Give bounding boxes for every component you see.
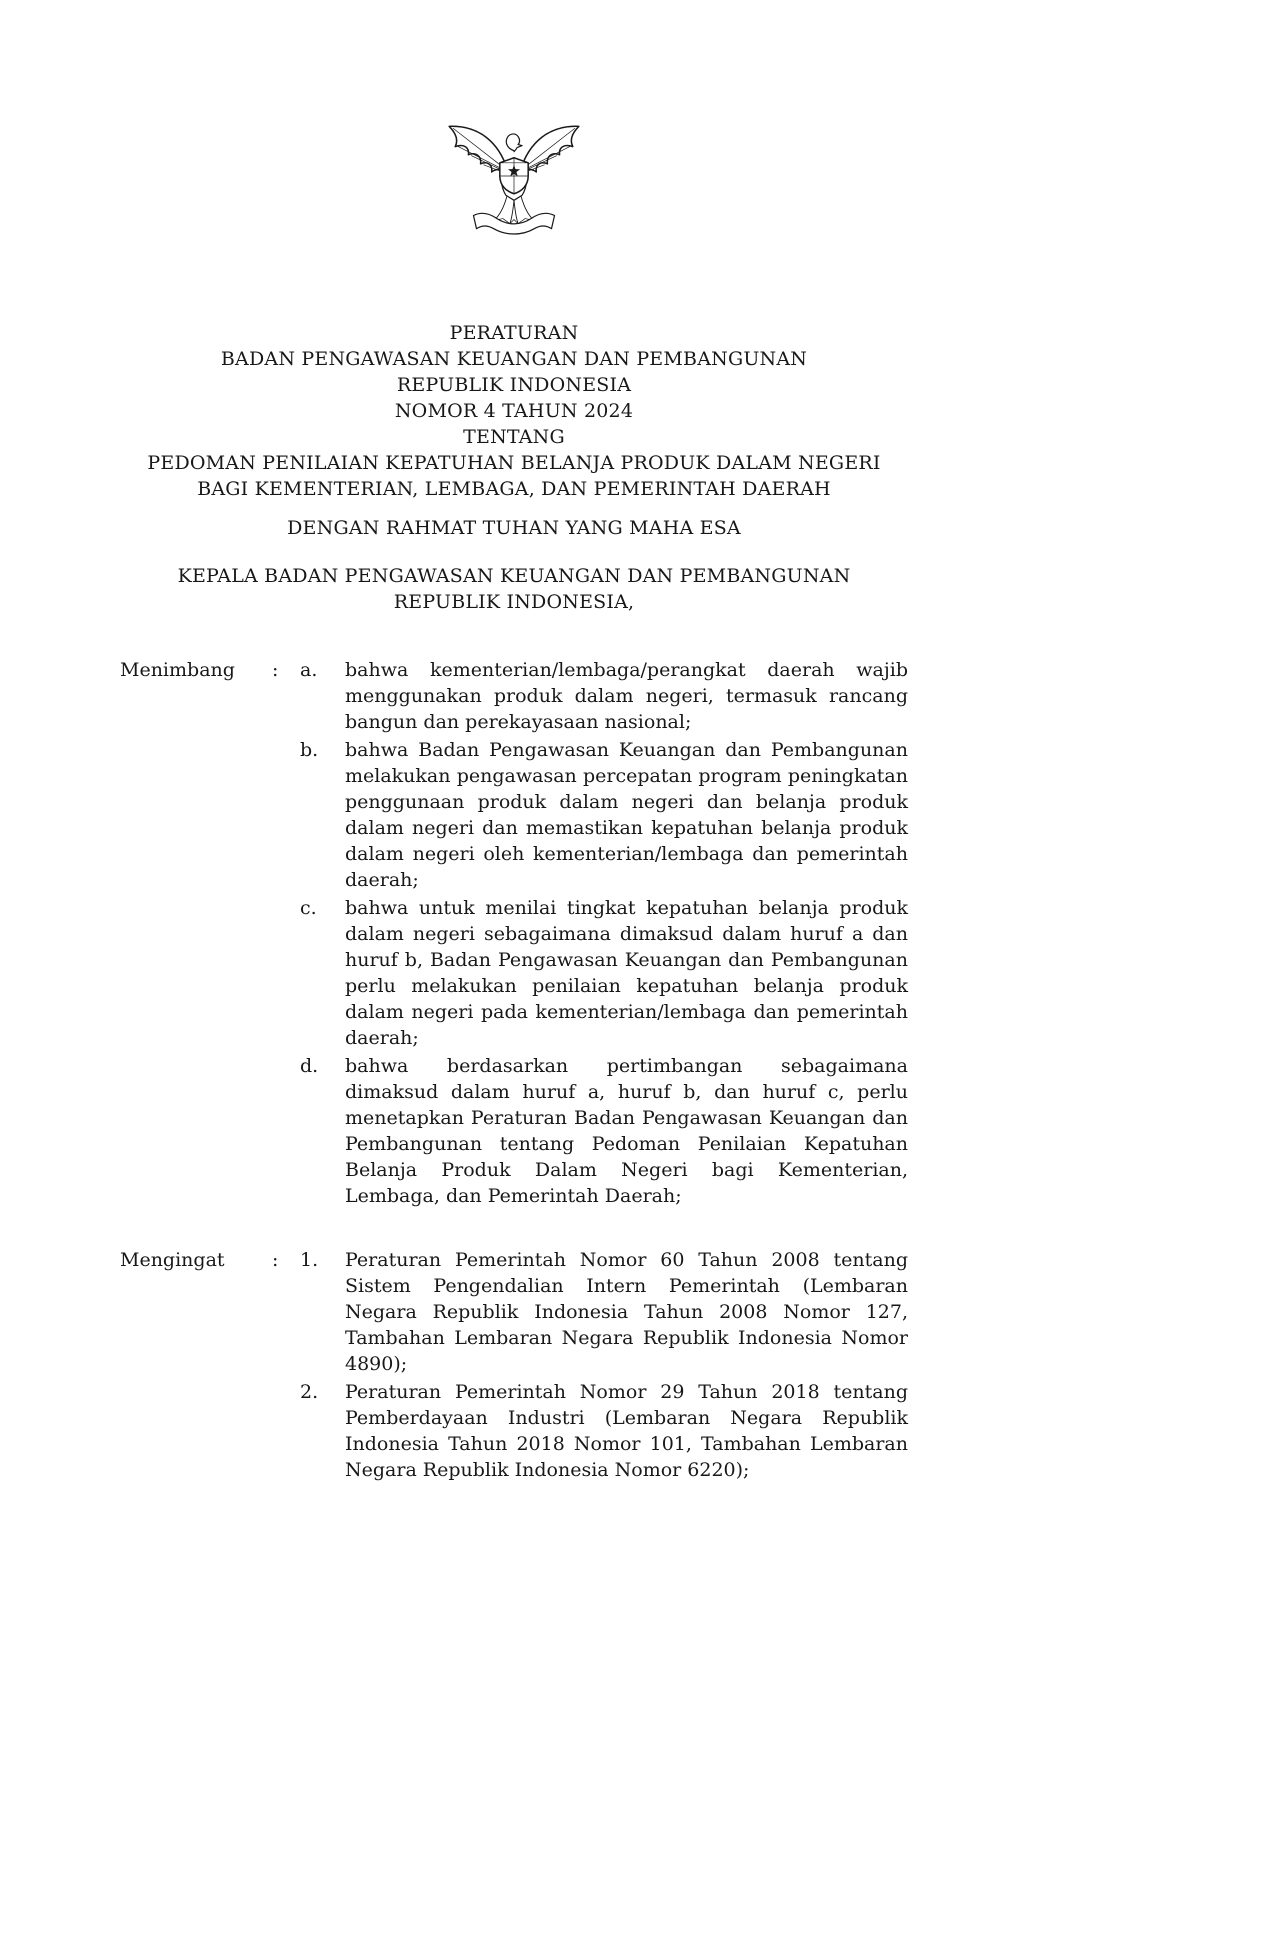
menimbang-items: [300, 657, 908, 1211]
clause-colon: :: [272, 1249, 279, 1271]
issuer-line-2: REPUBLIK INDONESIA,: [393, 591, 635, 613]
item-text: bahwa berdasarkan pertimbangan sebagaimana dimaksud dalam huruf a, huruf b, dan huruf c, perlu menetapkan Peraturan Badan Pengawasan Keuangan dan Pembangunan tentang Pedoman Penilaian Kepatuhan Belanja Produk Dalam Negeri bagi Kementerian, Lembaga, dan Pemerintah Daerah;: [345, 1055, 908, 1207]
title-line-number: NOMOR 4 TAHUN 2024: [394, 400, 634, 422]
menimbang-item-d: [300, 1053, 908, 1209]
item-text: Peraturan Pemerintah Nomor 29 Tahun 2018 tentang Pemberdayaan Industri (Lembaran Negara Republik Indonesia Tahun 2018 Nomor 101, Tambahan Lembaran Negara Republik Indonesia Nomor 6220);: [345, 1381, 908, 1481]
mengingat-item-2: [300, 1379, 908, 1483]
issuer-line-1: KEPALA BADAN PENGAWASAN KEUANGAN DAN PEMBANGUNAN: [177, 565, 851, 587]
menimbang-item-b: [300, 737, 908, 893]
clause-menimbang: [120, 657, 908, 1211]
mengingat-items: [300, 1247, 908, 1485]
item-marker: d.: [300, 1055, 319, 1077]
item-marker: 2.: [300, 1381, 319, 1403]
document-content: [120, 110, 908, 1485]
clause-label-mengingat: Mengingat: [120, 1249, 225, 1271]
item-text: bahwa untuk menilai tingkat kepatuhan belanja produk dalam negeri sebagaimana dimaksud dalam huruf a dan huruf b, Badan Pengawasan Keuangan dan Pembangunan perlu melakukan penilaian kepatuhan belanja produk dalam negeri pada kementerian/lembaga dan pemerintah daerah;: [345, 897, 908, 1049]
title-line-subject-2: BAGI KEMENTERIAN, LEMBAGA, DAN PEMERINTAH DAERAH: [197, 478, 831, 500]
invocation-line: DENGAN RAHMAT TUHAN YANG MAHA ESA: [287, 517, 741, 539]
title-line-agency: BADAN PENGAWASAN KEUANGAN DAN PEMBANGUNAN: [220, 348, 808, 370]
title-line-republic: REPUBLIK INDONESIA: [396, 374, 632, 396]
mengingat-item-1: [300, 1247, 908, 1377]
title-line-peraturan: PERATURAN: [449, 322, 579, 344]
item-marker: b.: [300, 739, 319, 761]
clause-label-menimbang: Menimbang: [120, 659, 235, 681]
item-text: Peraturan Pemerintah Nomor 60 Tahun 2008 tentang Sistem Pengendalian Intern Pemerintah (Lembaran Negara Republik Indonesia Tahun 2008 Nomor 127, Tambahan Lembaran Negara Republik Indonesia Nomor 4890);: [345, 1249, 908, 1375]
item-marker: c.: [300, 897, 317, 919]
item-text: bahwa Badan Pengawasan Keuangan dan Pembangunan melakukan pengawasan percepatan program peningkatan penggunaan produk dalam negeri dan belanja produk dalam negeri dan memastikan kepatuhan belanja produk dalam negeri oleh kementerian/lembaga dan pemerintah daerah;: [345, 739, 908, 891]
garuda-pancasila-icon: [438, 110, 590, 244]
menimbang-item-a: [300, 657, 908, 735]
item-marker: 1.: [300, 1249, 319, 1271]
title-block: [120, 320, 908, 502]
clause-colon: :: [272, 659, 279, 681]
title-line-subject-1: PEDOMAN PENILAIAN KEPATUHAN BELANJA PRODUK DALAM NEGERI: [147, 452, 881, 474]
title-line-tentang: TENTANG: [463, 426, 565, 448]
clause-mengingat: [120, 1247, 908, 1485]
issuer-block: [120, 563, 908, 615]
item-text: bahwa kementerian/lembaga/perangkat daerah wajib menggunakan produk dalam negeri, termasuk rancang bangun dan perekayasaan nasional;: [345, 659, 908, 733]
menimbang-item-c: [300, 895, 908, 1051]
item-marker: a.: [300, 659, 318, 681]
garuda-svg: [438, 111, 590, 243]
